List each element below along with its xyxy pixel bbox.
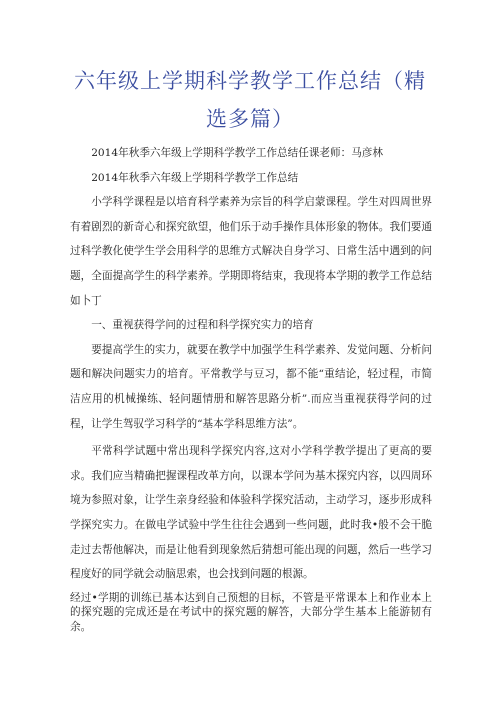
paragraph-ability: 要提高学生的实力，就要在教学中加强学生科学素养、发觉问题、分析问题和解决问题实力的培育。平常教学与豆习，都不能“重结论，轻过程，市简洁应用的机械操练、轻问题情册和解答思路分析”.而应当重视获得学问的过程，让学生驾驭学习科学的“基本学科思维方法”。	[70, 343, 432, 430]
title-line-1: 六年级上学期科学教学工作总结（精	[74, 69, 426, 93]
teacher-line: 2014年秋季六年级上学期科学教学工作总结任课老师：马彦林	[91, 147, 383, 159]
paragraph-intro: 小学科学课程是以培育科学素养为宗旨的科学启蒙课程。学生对四周世界有着剧烈的新奇心和探究欲望，他们乐于动手操作具体形象的物体。我们要通过科学教化使学生学会用科学的思维方式解决自身学习、日常生活中遇到的问题，全面提高学生的科学素养。学期即将结束，我现将本学期的教学工作总结如卜丁	[70, 196, 432, 307]
title-line-2: 选多篇）	[206, 107, 294, 131]
paragraph-summary: 经过•学期的训练已基本达到自己预想的目标，不管是平常课本上和作业本上的探究题的完成还是在考试中的探究题的解答，大部分学生基本上能游韧有余。	[70, 591, 432, 633]
section-heading-1: 一、重视获得学问的过程和科学探究实力的培育	[91, 319, 314, 332]
document-body	[70, 141, 432, 634]
subtitle-line: 2014年秋季六年级上学期科学教学工作总结	[91, 171, 299, 184]
document-title	[60, 62, 440, 138]
paragraph-exploration: 平常科学试题中常出现科学探究内容,这对小学科学教学提出了更高的要求。我们应当精确把握课程改革方向，以课本学问为基木探究内容，以四周环境为参照对象，让学生亲身经验和体验科学探究活动，主动学习，逐步形成科学探究实力。在做电学试验中学生往往会遇到一些问题，此时我•般不会干脆走过去帮他解决，而是让他看到现象然后猜想可能出现的问题，然后一些学习程度好的同学就会动脑思索，也会找到问题的根源。	[70, 445, 432, 581]
